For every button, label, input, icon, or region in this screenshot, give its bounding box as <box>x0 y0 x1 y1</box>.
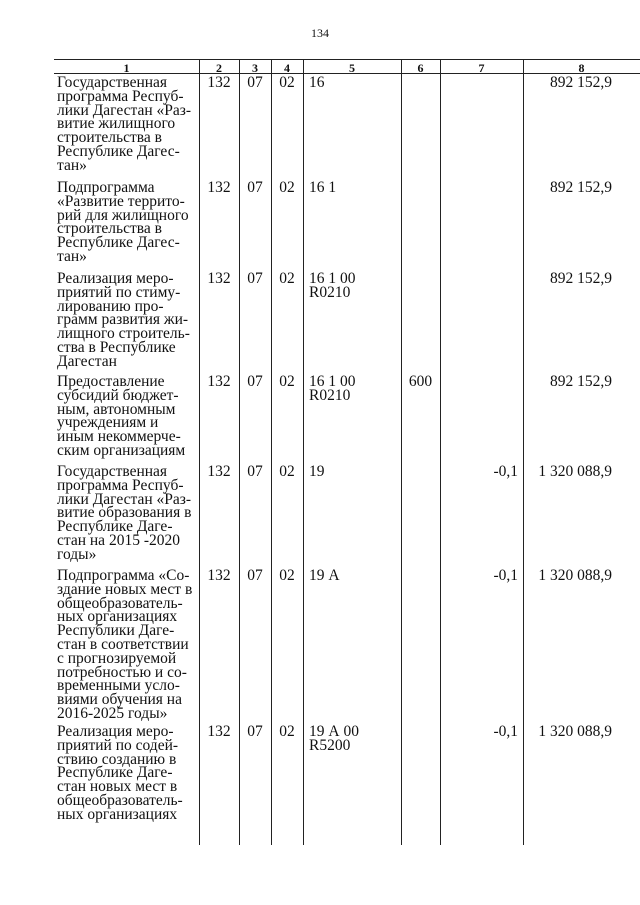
row-name-line: строительства в <box>57 129 162 147</box>
cell-code-5-line: 19 <box>309 463 325 480</box>
cell-value-8: 892 152,9 <box>550 74 612 91</box>
row-name-line: стан на 2015 -2020 <box>57 531 180 549</box>
column-header: 5 <box>349 61 355 75</box>
row-name-line: Республике Дагес- <box>57 234 180 252</box>
cell-value-8: 892 152,9 <box>550 270 612 287</box>
cell-code-3: 07 <box>247 270 263 287</box>
row-name-line: витие образования в <box>57 504 192 522</box>
row-name-line: Республике Дагес- <box>57 142 180 160</box>
row-name-line: здание новых мест в <box>57 580 193 598</box>
cell-code-5-line: 16 1 00 <box>309 270 356 287</box>
cell-code-4: 02 <box>279 179 295 196</box>
row-name-line: Реализация меро- <box>57 723 174 740</box>
row-name-line: Государственная <box>57 463 168 480</box>
row-name <box>57 272 197 369</box>
cell-code-5 <box>309 181 399 195</box>
cell-code-2: 132 <box>207 567 231 584</box>
row-name-line: учреждениям и <box>57 414 159 432</box>
row-name <box>57 725 197 822</box>
cell-value-8: 892 152,9 <box>550 179 612 196</box>
row-name-line: строительства в <box>57 220 162 238</box>
row-name-line: лированию про- <box>57 297 164 315</box>
row-name-line: лики Дагестан «Раз- <box>57 490 192 508</box>
column-header: 2 <box>216 61 222 75</box>
cell-code-2: 132 <box>207 373 231 390</box>
cell-code-5 <box>309 725 399 753</box>
column-header: 3 <box>252 61 258 75</box>
row-name-line: Подпрограмма <box>57 179 155 196</box>
row-name <box>57 569 197 721</box>
row-name <box>57 375 197 458</box>
cell-value-8: 892 152,9 <box>550 373 612 390</box>
row-name-line: лищного строитель- <box>57 325 190 343</box>
row-name-line: Республики Даге- <box>57 622 175 640</box>
row-name-line: иным некоммерче- <box>57 428 181 446</box>
row-name-line: Государственная <box>57 74 168 91</box>
row-name-line: Республике Даге- <box>57 518 173 536</box>
cell-code-3: 07 <box>247 74 263 91</box>
column-header: 1 <box>123 61 130 75</box>
cell-code-2: 132 <box>207 179 231 196</box>
row-name-line: «Развитие террито- <box>57 192 185 210</box>
cell-code-2: 132 <box>207 74 231 91</box>
row-name-line: рий для жилищного <box>57 206 189 224</box>
row-name-line: временными усло- <box>57 677 180 695</box>
cell-code-3: 07 <box>247 723 263 740</box>
cell-code-4: 02 <box>279 373 295 390</box>
row-name-line: 2016-2025 годы» <box>57 704 168 722</box>
row-name-line: субсидий бюджет- <box>57 386 179 404</box>
cell-code-2: 132 <box>207 723 231 740</box>
column-header: 8 <box>578 61 585 75</box>
cell-code-4: 02 <box>279 270 295 287</box>
column-header: 7 <box>478 61 485 75</box>
row-name-line: потребностью и со- <box>57 663 187 681</box>
column-divider <box>303 59 304 845</box>
row-name-line: с прогнозируемой <box>57 649 177 667</box>
row-name-line: ных организациях <box>57 805 178 823</box>
row-name-line: годы» <box>57 545 97 563</box>
row-name-line: программа Респуб- <box>57 476 184 494</box>
row-name-line: виями обучения на <box>57 691 182 709</box>
row-name-line: ных организациях <box>57 608 178 626</box>
cell-code-5 <box>309 375 399 403</box>
column-divider <box>401 59 402 845</box>
cell-code-5-line: 16 <box>309 74 325 91</box>
row-name-line: приятий по содей- <box>57 736 179 754</box>
row-name-line: Предоставление <box>57 373 165 390</box>
cell-code-5-line: 16 1 00 <box>309 373 356 390</box>
row-name <box>57 76 197 173</box>
row-name-line: ствию созданию в <box>57 750 177 768</box>
page-number: 134 <box>311 26 329 40</box>
row-name-line: стан в соответствии <box>57 635 189 653</box>
row-name-line: Республике Даге- <box>57 764 173 782</box>
cell-code-3: 07 <box>247 179 263 196</box>
row-name-line: Дагестан <box>57 352 117 370</box>
cell-value-8: 1 320 088,9 <box>538 567 612 584</box>
cell-value-7: -0,1 <box>493 463 518 480</box>
table-top-border <box>54 59 640 60</box>
row-name-line: витие жилищного <box>57 115 176 133</box>
cell-code-5-line: 16 1 <box>309 179 337 196</box>
cell-code-4: 02 <box>279 463 295 480</box>
cell-code-5 <box>309 76 399 90</box>
cell-code-5-line: R5200 <box>309 736 351 754</box>
cell-code-2: 132 <box>207 463 231 480</box>
cell-code-5-line: R0210 <box>309 386 351 404</box>
row-name-line: программа Респуб- <box>57 87 184 105</box>
cell-value-8: 1 320 088,9 <box>538 463 612 480</box>
cell-code-3: 07 <box>247 373 263 390</box>
cell-code-5-line: 19 А 00 <box>309 723 359 740</box>
cell-value-7: -0,1 <box>493 723 518 740</box>
column-header: 4 <box>284 61 290 75</box>
row-name-line: тан» <box>57 156 87 174</box>
row-name-line: ным, автономным <box>57 400 176 418</box>
cell-code-4: 02 <box>279 74 295 91</box>
cell-value-7: -0,1 <box>493 567 518 584</box>
cell-code-6: 600 <box>408 373 433 390</box>
row-name-line: стан новых мест в <box>57 778 178 796</box>
row-name-line: общеобразователь- <box>57 791 183 809</box>
row-name-line: приятий по стиму- <box>57 283 181 301</box>
cell-code-2: 132 <box>207 270 231 287</box>
row-name-line: ства в Республике <box>57 338 176 356</box>
row-name-line: ским организациям <box>57 441 186 459</box>
row-name-line: тан» <box>57 247 87 265</box>
cell-code-5-line: R0210 <box>309 283 351 301</box>
column-divider <box>440 59 441 845</box>
row-name-line: грамм развития жи- <box>57 311 189 329</box>
row-name <box>57 181 197 264</box>
cell-code-3: 07 <box>247 463 263 480</box>
cell-code-4: 02 <box>279 567 295 584</box>
row-name-line: общеобразователь- <box>57 594 183 612</box>
row-name-line: лики Дагестан «Раз- <box>57 101 192 119</box>
cell-value-8: 1 320 088,9 <box>538 723 612 740</box>
column-divider <box>523 59 524 845</box>
row-name-line: Подпрограмма «Со- <box>57 567 190 584</box>
cell-code-5-line: 19 А <box>309 567 340 584</box>
row-name <box>57 465 197 562</box>
cell-code-5 <box>309 465 399 479</box>
column-header: 6 <box>417 61 424 75</box>
cell-code-4: 02 <box>279 723 295 740</box>
cell-code-3: 07 <box>247 567 263 584</box>
row-name-line: Реализация меро- <box>57 270 174 287</box>
cell-code-5 <box>309 569 399 583</box>
cell-code-5 <box>309 272 399 300</box>
